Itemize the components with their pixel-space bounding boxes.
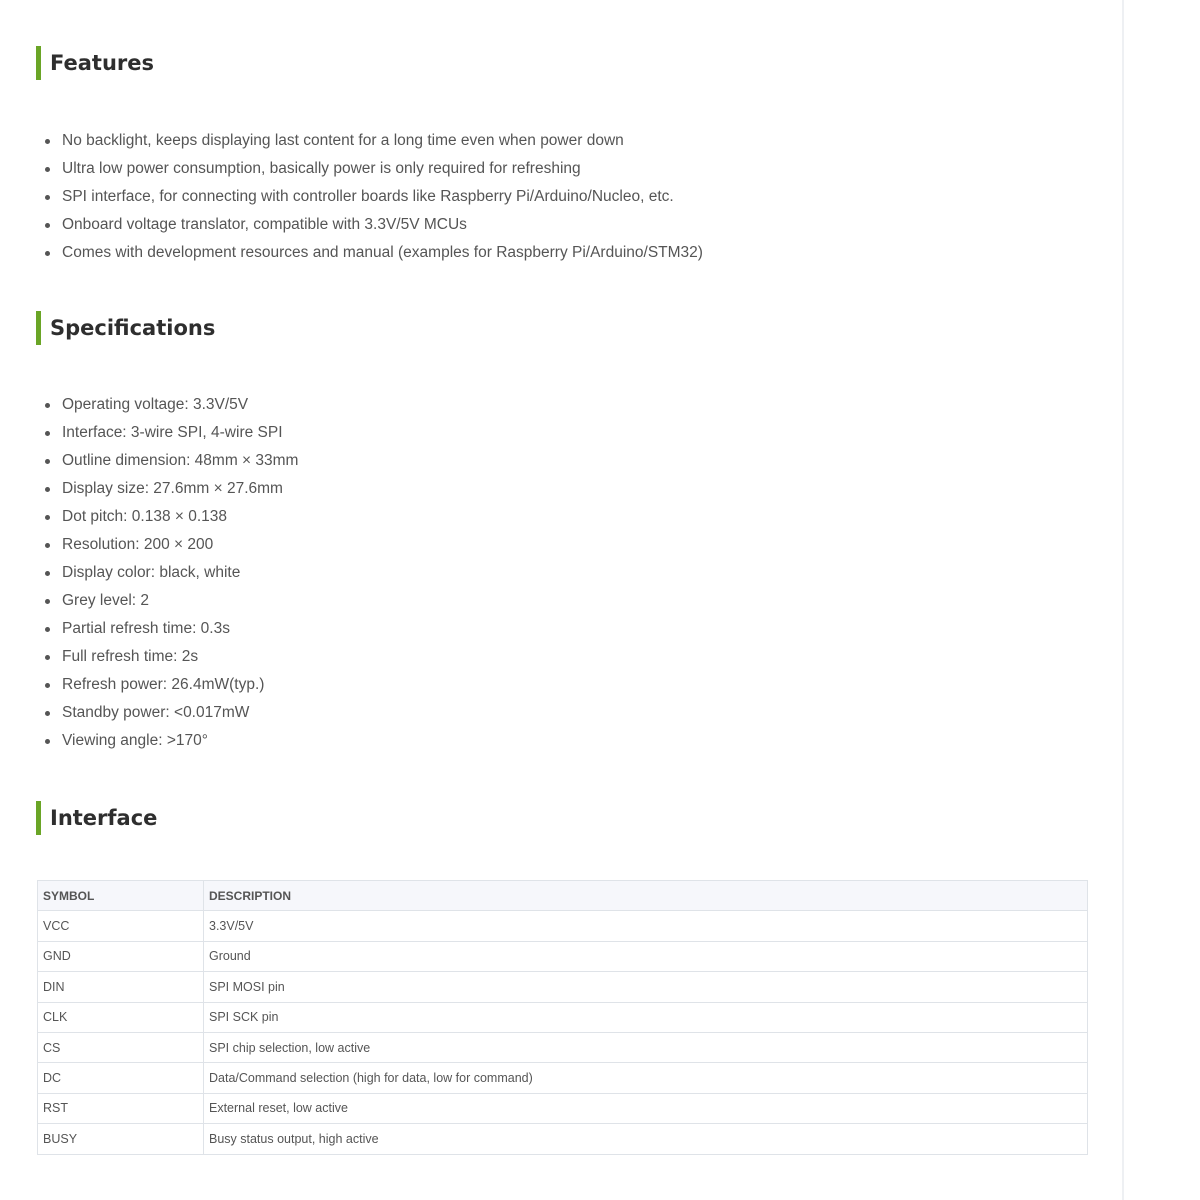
description-cell: SPI chip selection, low active xyxy=(204,1032,1088,1062)
description-cell: 3.3V/5V xyxy=(204,911,1088,941)
list-item: Resolution: 200 × 200 xyxy=(44,531,298,559)
symbol-cell: GND xyxy=(38,941,204,971)
table-row xyxy=(38,1124,1088,1154)
interface-title: Interface xyxy=(50,806,158,830)
column-header-description: DESCRIPTION xyxy=(204,881,1088,911)
features-title: Features xyxy=(50,51,154,75)
description-cell: Data/Command selection (high for data, low for command) xyxy=(204,1063,1088,1093)
list-item: Interface: 3-wire SPI, 4-wire SPI xyxy=(44,419,298,447)
list-item: Onboard voltage translator, compatible with 3.3V/5V MCUs xyxy=(44,211,703,239)
list-item: Comes with development resources and manual (examples for Raspberry Pi/Arduino/STM32) xyxy=(44,239,703,267)
table-row xyxy=(38,1002,1088,1032)
symbol-cell: CLK xyxy=(38,1002,204,1032)
column-header-symbol: SYMBOL xyxy=(38,881,204,911)
symbol-cell: BUSY xyxy=(38,1124,204,1154)
list-item: Dot pitch: 0.138 × 0.138 xyxy=(44,503,298,531)
table-row xyxy=(38,941,1088,971)
description-cell: SPI MOSI pin xyxy=(204,972,1088,1002)
page-divider xyxy=(1122,0,1124,1200)
table-row xyxy=(38,972,1088,1002)
description-cell: Busy status output, high active xyxy=(204,1124,1088,1154)
list-item: Outline dimension: 48mm × 33mm xyxy=(44,447,298,475)
list-item: Display size: 27.6mm × 27.6mm xyxy=(44,475,298,503)
table-row xyxy=(38,1063,1088,1093)
list-item: Operating voltage: 3.3V/5V xyxy=(44,391,298,419)
list-item: Refresh power: 26.4mW(typ.) xyxy=(44,671,298,699)
table-row xyxy=(38,911,1088,941)
list-item: Partial refresh time: 0.3s xyxy=(44,615,298,643)
list-item: Standby power: <0.017mW xyxy=(44,699,298,727)
features-heading xyxy=(36,46,154,80)
description-cell: Ground xyxy=(204,941,1088,971)
symbol-cell: VCC xyxy=(38,911,204,941)
list-item: SPI interface, for connecting with controller boards like Raspberry Pi/Arduino/Nucleo, etc. xyxy=(44,183,703,211)
description-cell: External reset, low active xyxy=(204,1093,1088,1123)
table-row xyxy=(38,1093,1088,1123)
list-item: No backlight, keeps displaying last content for a long time even when power down xyxy=(44,127,703,155)
symbol-cell: RST xyxy=(38,1093,204,1123)
interface-heading xyxy=(36,801,157,835)
table-header-row xyxy=(38,881,1088,911)
symbol-cell: DC xyxy=(38,1063,204,1093)
specifications-title: Specifications xyxy=(50,316,216,340)
symbol-cell: CS xyxy=(38,1032,204,1062)
table-row xyxy=(38,1032,1088,1062)
interface-table xyxy=(37,880,1088,1155)
symbol-cell: DIN xyxy=(38,972,204,1002)
specifications-heading xyxy=(36,311,215,345)
specifications-list xyxy=(44,391,298,755)
description-cell: SPI SCK pin xyxy=(204,1002,1088,1032)
list-item: Grey level: 2 xyxy=(44,587,298,615)
list-item: Full refresh time: 2s xyxy=(44,643,298,671)
list-item: Viewing angle: >170° xyxy=(44,727,298,755)
list-item: Display color: black, white xyxy=(44,559,298,587)
features-list xyxy=(44,127,703,267)
list-item: Ultra low power consumption, basically power is only required for refreshing xyxy=(44,155,703,183)
